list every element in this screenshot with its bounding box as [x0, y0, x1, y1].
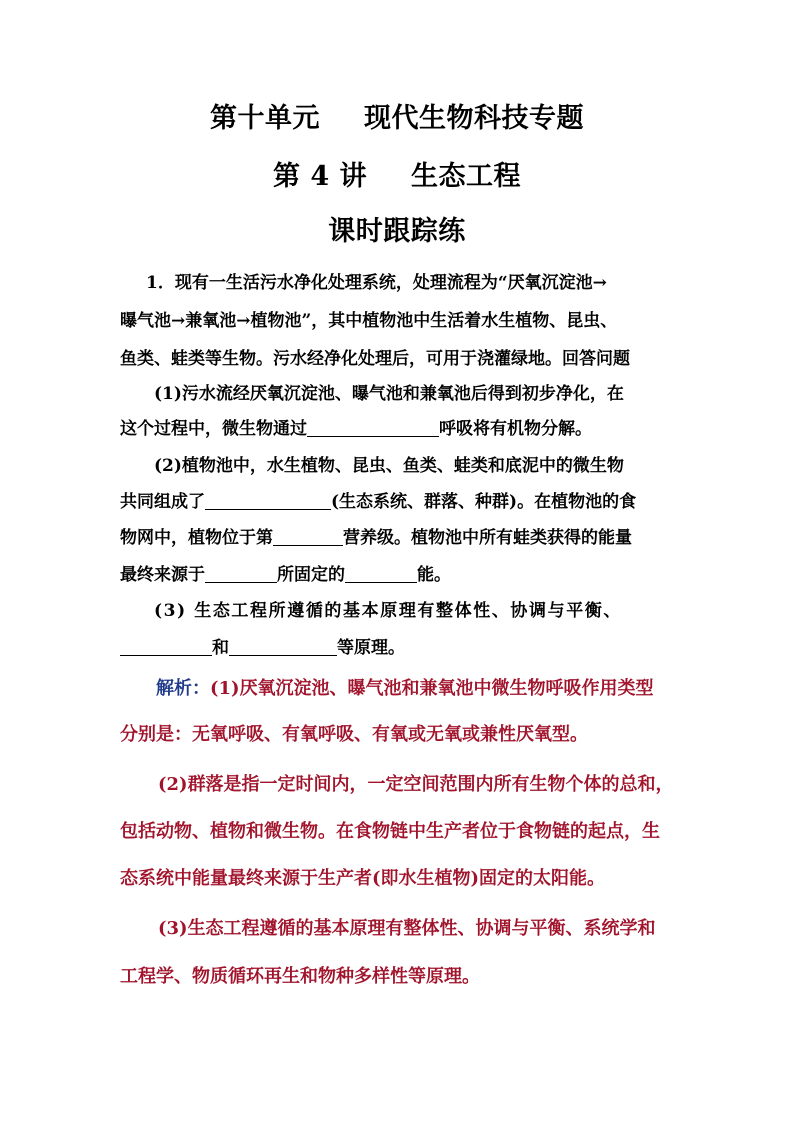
question-stem-line: 曝气池→兼氧池→植物池”，其中植物池中生活着水生植物、昆虫、 — [120, 311, 618, 331]
answer-blank[interactable] — [205, 564, 277, 583]
subquestion-2: (2)植物池中，水生植物、昆虫、鱼类、蛙类和底泥中的微生物 — [154, 456, 624, 476]
subquestion-2-line3: 物网中，植物位于第 营养级。植物池中所有蛙类获得的能量 — [120, 528, 632, 548]
analysis-line: 解析：(1)厌氧沉淀池、曝气池和兼氧池中微生物呼吸作用类型 — [156, 678, 654, 699]
answer-blank[interactable] — [205, 491, 331, 510]
question-stem-line: 鱼类、蛙类等生物。污水经净化处理后，可用于浇灌绿地。回答问题 — [120, 349, 630, 369]
analysis-line: 分别是：无氧呼吸、有氧呼吸、有氧或无氧或兼性厌氧型。 — [120, 724, 588, 745]
subquestion-3-line2: 和 等原理。 — [120, 633, 680, 658]
analysis-line: (2)群落是指一定时间内，一定空间范围内所有生物个体的总和， — [158, 774, 674, 795]
answer-blank[interactable] — [120, 637, 212, 656]
subquestion-2-line4: 最终来源于 所固定的 能。 — [120, 565, 451, 585]
subquestion-1-line2: 这个过程中，微生物通过 呼吸将有机物分解。 — [120, 419, 592, 439]
answer-blank[interactable] — [307, 418, 439, 437]
analysis-line: 工程学、物质循环再生和物种多样性等原理。 — [120, 966, 480, 987]
unit-number: 第十单元 — [210, 103, 320, 134]
answer-blank[interactable] — [273, 527, 343, 546]
analysis-line: 态系统中能量最终来源于生产者(即水生植物)固定的太阳能。 — [120, 868, 606, 889]
subquestion-1: (1)污水流经厌氧沉淀池、曝气池和兼氧池后得到初步净化，在 — [154, 384, 624, 404]
analysis-line: 包括动物、植物和微生物。在食物链中生产者位于食物链的起点，生 — [120, 821, 660, 842]
question-stem-line: 1．现有一生活污水净化处理系统，处理流程为“厌氧沉淀池→ — [146, 273, 607, 293]
subquestion-2-line2: 共同组成了 (生态系统、群落、种群)。在植物池的食 — [120, 492, 637, 512]
lecture-number: 第 4 讲 — [272, 161, 368, 192]
lecture-title — [0, 154, 794, 193]
unit-subtitle: 现代生物科技专题 — [364, 103, 584, 134]
analysis-line: (3)生态工程遵循的基本原理有整体性、协调与平衡、系统学和 — [158, 918, 656, 939]
analysis-label: 解析 — [156, 678, 192, 699]
unit-title — [0, 96, 794, 135]
subquestion-3: (3) 生态工程所遵循的基本原理有整体性、协调与平衡、 — [154, 601, 623, 621]
section-title: 课时跟踪练 — [328, 216, 466, 247]
lecture-name: 生态工程 — [411, 161, 522, 192]
answer-blank[interactable] — [345, 564, 417, 583]
answer-blank[interactable] — [229, 637, 337, 656]
